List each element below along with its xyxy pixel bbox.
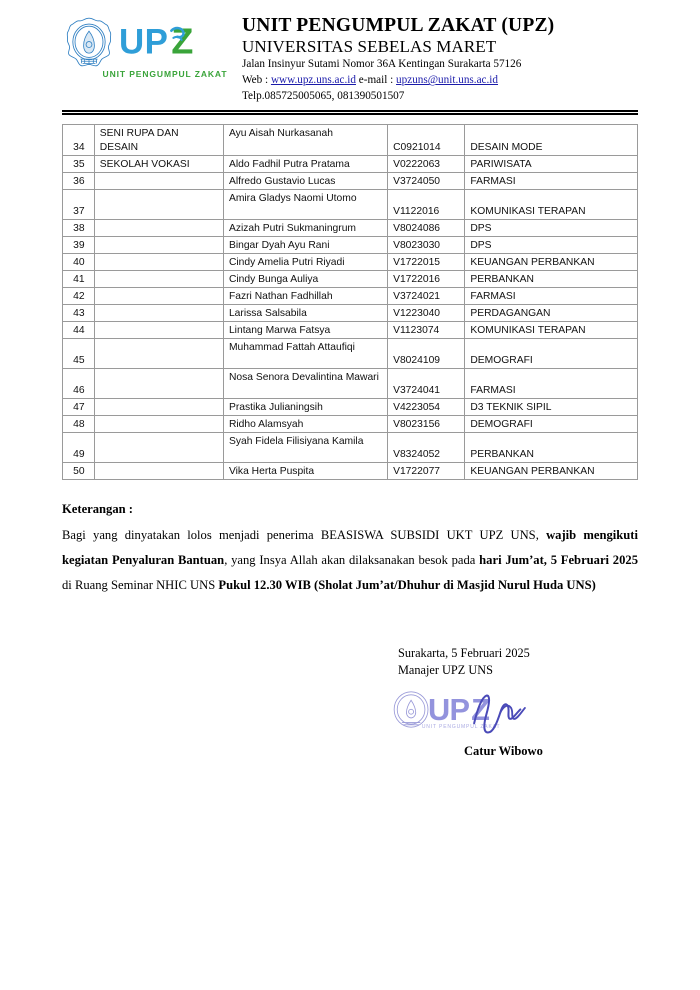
row-faculty [94, 463, 223, 480]
notes-segment: , yang Insya Allah akan dilaksanakan besok pada [224, 552, 480, 567]
row-number: 34 [63, 125, 95, 156]
row-program: KOMUNIKASI TERAPAN [465, 190, 638, 220]
signer-name: Catur Wibowo [464, 743, 543, 758]
svg-text:Z: Z [471, 691, 490, 727]
table-row [63, 237, 638, 254]
svg-text:Z: Z [171, 19, 194, 61]
table-row [63, 271, 638, 288]
svg-text:P: P [144, 21, 168, 61]
table-row [63, 254, 638, 271]
row-faculty [94, 369, 223, 399]
table-row [63, 463, 638, 480]
row-number: 41 [63, 271, 95, 288]
row-nim: V3724050 [388, 173, 465, 190]
row-nim: V0222063 [388, 156, 465, 173]
email-label: e-mail : [358, 74, 397, 87]
row-faculty: SENI RUPA DAN DESAIN [94, 125, 223, 156]
row-program: KEUANGAN PERBANKAN [465, 463, 638, 480]
table-row [63, 190, 638, 220]
row-faculty [94, 220, 223, 237]
row-name: Ridho Alamsyah [223, 416, 387, 433]
row-nim: V1123074 [388, 322, 465, 339]
row-name: Syah Fidela Filisiyana Kamila [223, 433, 387, 463]
notes-segment: Pukul 12.30 WIB (Sholat Jum’at/Dhuhur di Masjid Nurul Huda UNS) [218, 577, 596, 592]
letterhead [62, 0, 638, 104]
row-nim: V1722016 [388, 271, 465, 288]
signature-place-date: Surakarta, 5 Februari 2025 [398, 646, 530, 661]
row-number: 39 [63, 237, 95, 254]
row-number: 38 [63, 220, 95, 237]
row-number: 37 [63, 190, 95, 220]
web-label: Web : [242, 74, 271, 87]
row-number: 47 [63, 399, 95, 416]
signature-position: Manajer UPZ UNS [398, 662, 493, 677]
organization-title: UNIT PENGUMPUL ZAKAT (UPZ) [242, 15, 555, 36]
row-nim: V1722077 [388, 463, 465, 480]
row-program: DEMOGRAFI [465, 339, 638, 369]
row-name: Fazri Nathan Fadhillah [223, 288, 387, 305]
row-faculty [94, 237, 223, 254]
notes-title: Keterangan : [62, 502, 133, 517]
header-divider [62, 110, 638, 115]
row-nim: V3724041 [388, 369, 465, 399]
row-nim: V8024086 [388, 220, 465, 237]
row-program: FARMASI [465, 288, 638, 305]
row-program: PERDAGANGAN [465, 305, 638, 322]
address-line: Jalan Insinyur Sutami Nomor 36A Kentingan Surakarta 57126 [242, 58, 522, 71]
row-nim: V8324052 [388, 433, 465, 463]
row-name: Cindy Bunga Auliya [223, 271, 387, 288]
row-faculty [94, 173, 223, 190]
row-number: 44 [63, 322, 95, 339]
email-link[interactable]: upzuns@unit.uns.ac.id [396, 74, 499, 87]
row-name: Alfredo Gustavio Lucas [223, 173, 387, 190]
row-program: DESAIN MODE [465, 125, 638, 156]
notes-segment: di Ruang Seminar NHIC UNS [62, 577, 219, 592]
row-program: DPS [465, 237, 638, 254]
row-number: 45 [63, 339, 95, 369]
svg-text:U: U [428, 691, 451, 727]
row-nim: V3724021 [388, 288, 465, 305]
signature-block [398, 645, 658, 759]
row-faculty [94, 399, 223, 416]
row-faculty [94, 254, 223, 271]
svg-text:UNIT PENGUMPUL ZAKAT: UNIT PENGUMPUL ZAKAT [421, 723, 501, 730]
row-nim: V1722015 [388, 254, 465, 271]
row-faculty [94, 339, 223, 369]
notes-paragraph [62, 523, 638, 597]
uns-seal-icon [62, 16, 116, 72]
row-number: 46 [63, 369, 95, 399]
row-name: Cindy Amelia Putri Riyadi [223, 254, 387, 271]
row-name: Larissa Salsabila [223, 305, 387, 322]
row-program: FARMASI [465, 173, 638, 190]
table-row [63, 173, 638, 190]
row-name: Lintang Marwa Fatsya [223, 322, 387, 339]
row-number: 35 [63, 156, 95, 173]
row-faculty: SEKOLAH VOKASI [94, 156, 223, 173]
row-nim: V8023030 [388, 237, 465, 254]
letterhead-text [234, 14, 638, 104]
row-name: Muhammad Fattah Attaufiqi [223, 339, 387, 369]
row-number: 49 [63, 433, 95, 463]
row-program: DPS [465, 220, 638, 237]
row-nim: V8023156 [388, 416, 465, 433]
row-name: Aldo Fadhil Putra Pratama [223, 156, 387, 173]
row-nim: V8024109 [388, 339, 465, 369]
row-nim: V1122016 [388, 190, 465, 220]
row-number: 40 [63, 254, 95, 271]
row-faculty [94, 288, 223, 305]
row-nim: V4223054 [388, 399, 465, 416]
table-row [63, 369, 638, 399]
table-row [63, 322, 638, 339]
row-name: Azizah Putri Sukmaningrum [223, 220, 387, 237]
row-nim: C0921014 [388, 125, 465, 156]
signature-stamp-icon [388, 683, 658, 739]
row-program: PERBANKAN [465, 271, 638, 288]
row-number: 48 [63, 416, 95, 433]
organization-logo [62, 14, 234, 79]
row-name: Vika Herta Puspita [223, 463, 387, 480]
row-program: DEMOGRAFI [465, 416, 638, 433]
table-row [63, 288, 638, 305]
row-number: 36 [63, 173, 95, 190]
row-number: 50 [63, 463, 95, 480]
notes-segment: hari Jum’at, 5 Februari 2025 [479, 552, 638, 567]
row-program: PARIWISATA [465, 156, 638, 173]
row-program: FARMASI [465, 369, 638, 399]
row-faculty [94, 190, 223, 220]
logo-tagline: UNIT PENGUMPUL ZAKAT [102, 69, 228, 79]
table-row [63, 433, 638, 463]
table-row [63, 220, 638, 237]
notes-segment: wajib mengikuti kegiatan Penyaluran Bantuan [62, 528, 638, 567]
row-program: D3 TEKNIK SIPIL [465, 399, 638, 416]
recipient-table [62, 124, 638, 480]
university-name: UNIVERSITAS SEBELAS MARET [242, 36, 497, 56]
website-link[interactable]: www.upz.uns.ac.id [270, 74, 356, 87]
row-number: 43 [63, 305, 95, 322]
svg-text:P: P [449, 691, 471, 727]
row-faculty [94, 322, 223, 339]
upz-wordmark-icon [118, 19, 236, 70]
row-number: 42 [63, 288, 95, 305]
table-row [63, 339, 638, 369]
svg-text:U: U [119, 21, 145, 61]
row-name: Bingar Dyah Ayu Rani [223, 237, 387, 254]
row-program: KOMUNIKASI TERAPAN [465, 322, 638, 339]
table-row [63, 416, 638, 433]
row-program: PERBANKAN [465, 433, 638, 463]
table-body [63, 125, 638, 480]
row-faculty [94, 305, 223, 322]
row-name: Prastika Julianingsih [223, 399, 387, 416]
row-faculty [94, 271, 223, 288]
table-row [63, 305, 638, 322]
notes-section [62, 502, 638, 597]
row-name: Ayu Aisah Nurkasanah [223, 125, 387, 156]
phone-line: Telp.085725005065, 081390501507 [242, 90, 405, 103]
table-row [63, 125, 638, 156]
row-faculty [94, 416, 223, 433]
row-faculty [94, 433, 223, 463]
row-name: Amira Gladys Naomi Utomo [223, 190, 387, 220]
table-row [63, 399, 638, 416]
row-nim: V1223040 [388, 305, 465, 322]
notes-segment: Bagi yang dinyatakan lolos menjadi penerima BEASISWA SUBSIDI UKT UPZ UNS, [62, 528, 547, 543]
table-row [63, 156, 638, 173]
row-program: KEUANGAN PERBANKAN [465, 254, 638, 271]
row-name: Nosa Senora Devalintina Mawari [223, 369, 387, 399]
contact-line [242, 73, 638, 88]
